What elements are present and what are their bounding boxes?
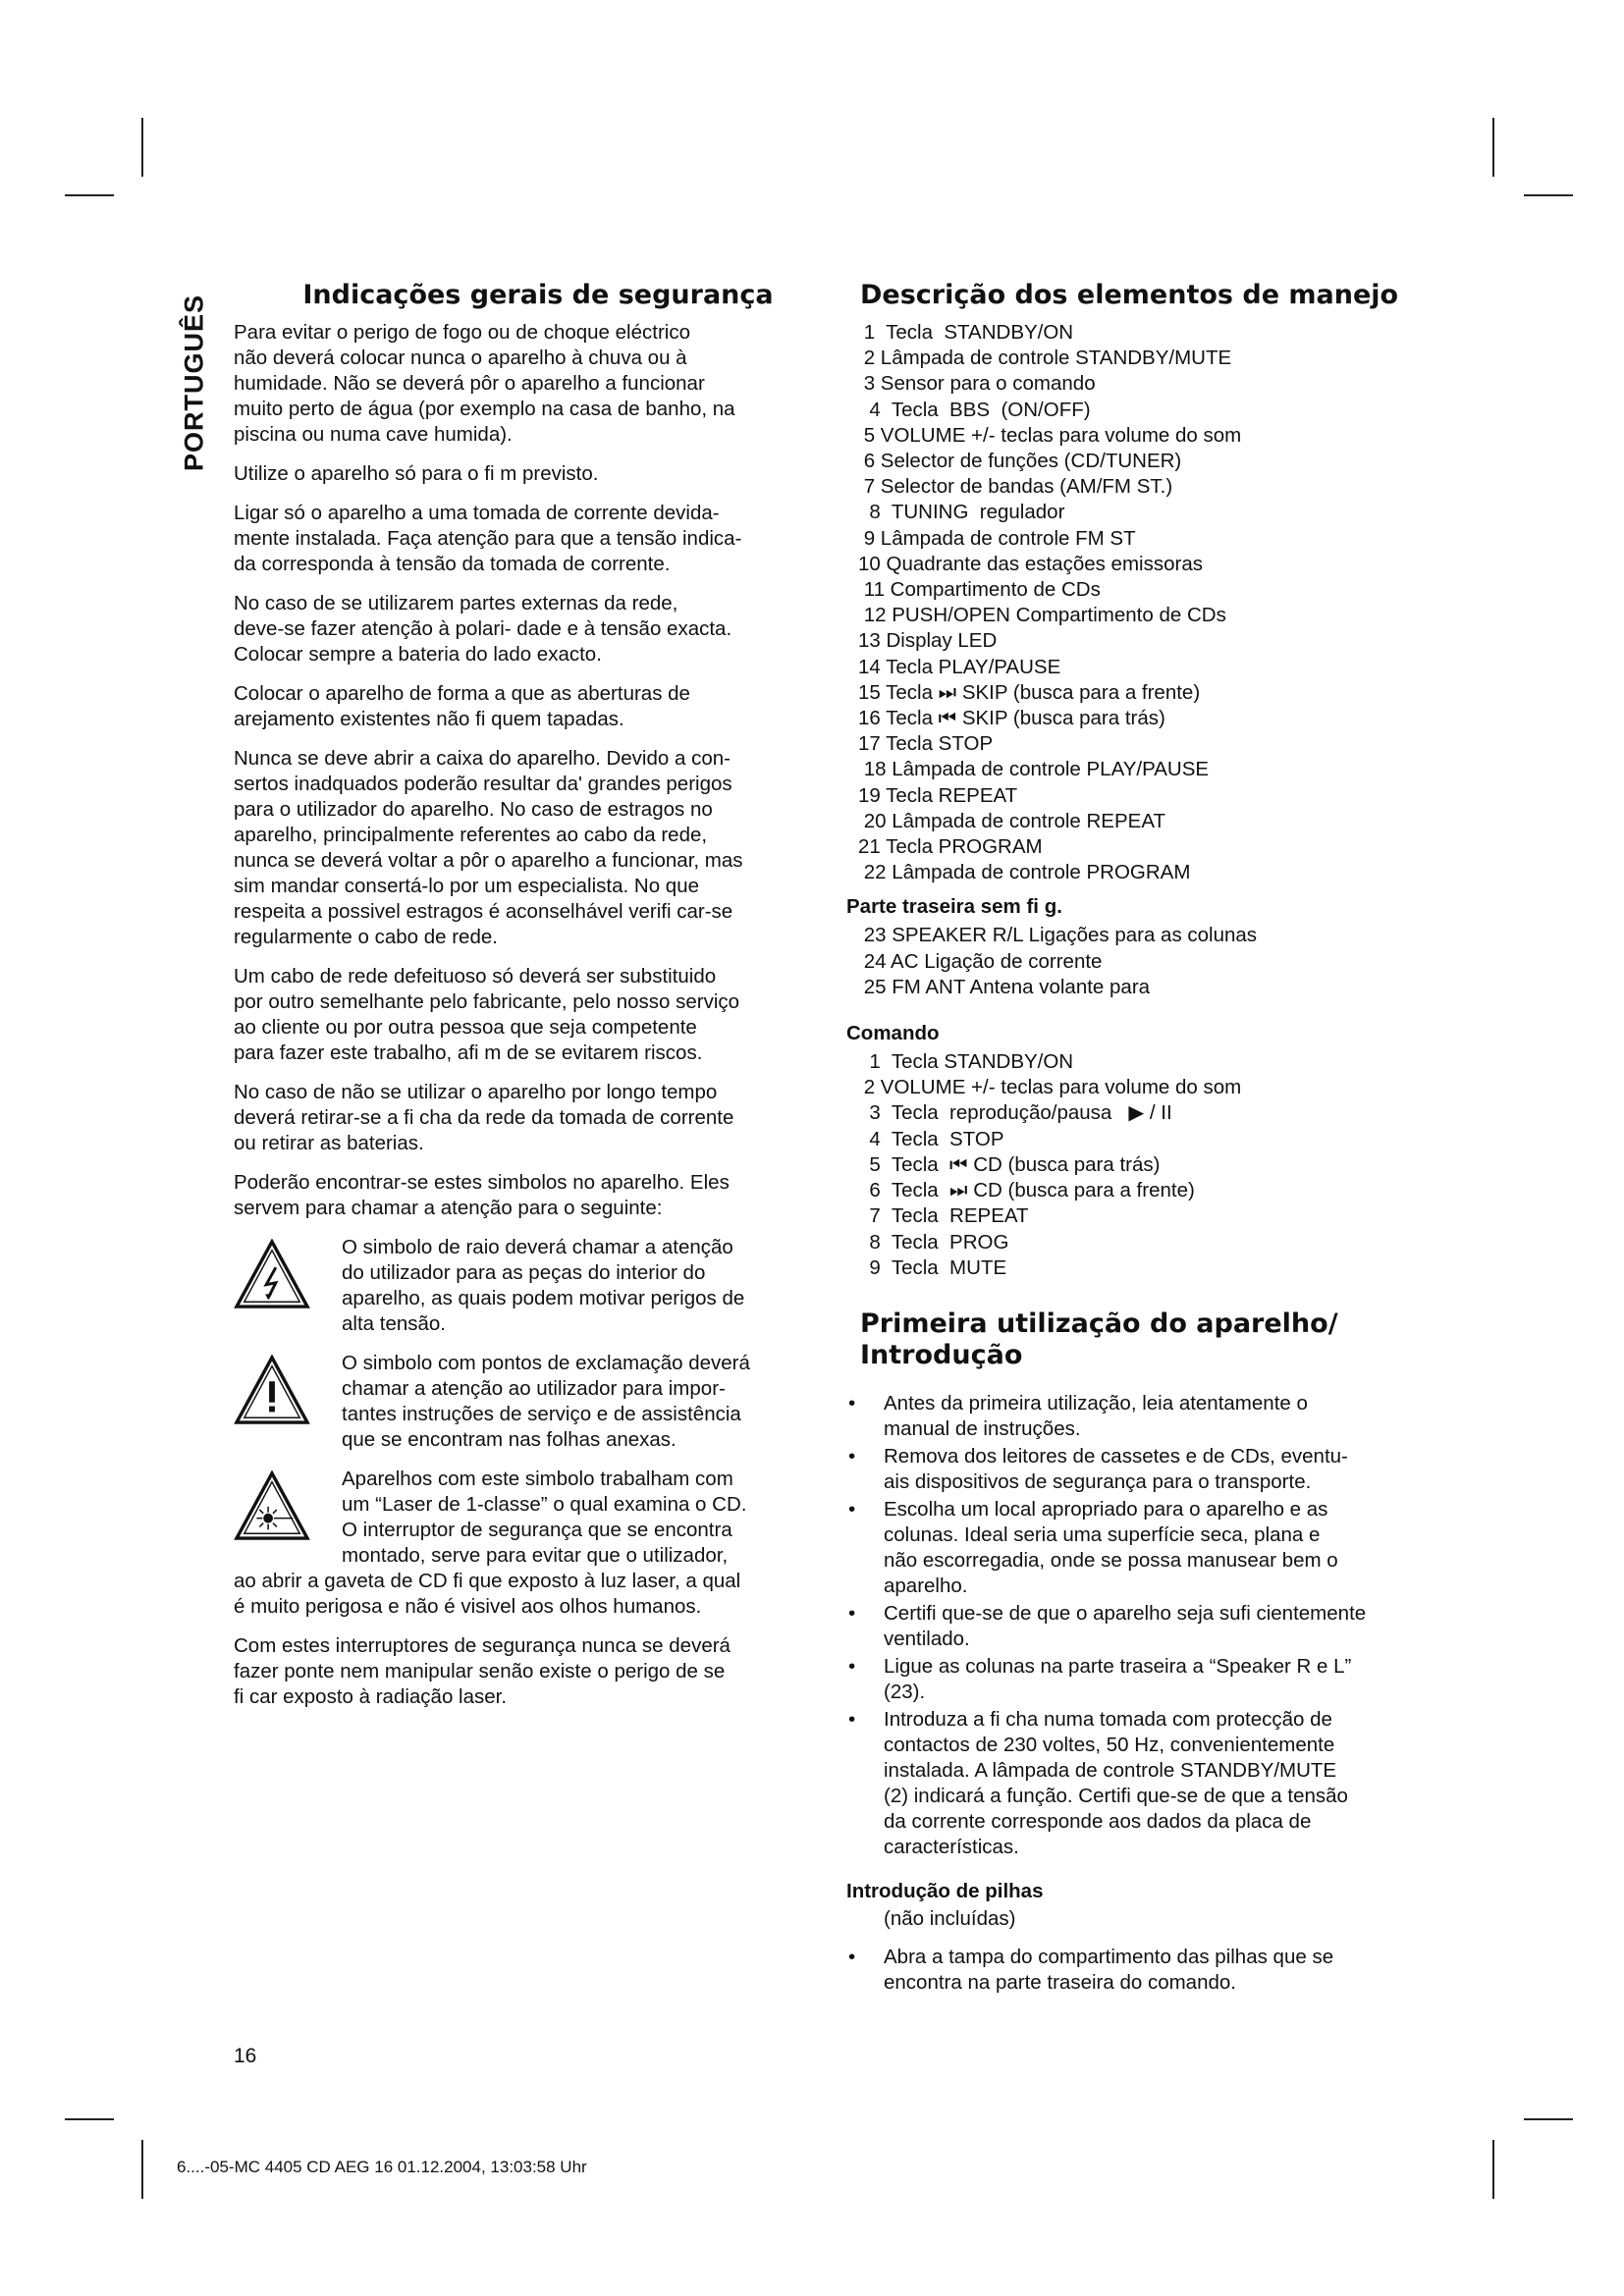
crop-mark — [141, 118, 143, 177]
list-item: 5 VOLUME +/- teclas para volume do som — [858, 423, 1242, 447]
safety-final-paragraph: Com estes interruptores de segurança nunca se deverá fazer ponte nem manipular senão existe o perigo de se fi car exposto à radiação laser. — [234, 1634, 731, 1708]
remote-list — [846, 1049, 1445, 1281]
list-item: 3 Sensor para o comando — [858, 372, 1096, 396]
safety-paragraph: Nunca se deve abrir a caixa do aparelho. Devido a con- sertos inadquados poderão resultar da' grandes perigos para o utilizador do aparelho. No caso de estragos no aparelho, principalmente referentes ao cabo da rede, nunca se deverá voltar a pôr o aparelho a funcionar, mas sim mandar consertá-lo por um especialista. No que respeita a possivel estragos é aconselhável verifi car-se regularmente o cabo de rede. — [234, 747, 743, 948]
list-item: • Antes da primeira utilização, leia atentamente o manual de instruções. — [846, 1391, 1445, 1442]
list-item: 25 FM ANT Antena volante para — [858, 975, 1151, 998]
batteries-note: (não incluídas) — [884, 1906, 1016, 1930]
intro-title: Primeira utilização do aparelho/ Introdução — [860, 1308, 1338, 1370]
exclamation-warning-icon — [234, 1355, 310, 1425]
safety-paragraph: Utilize o aparelho só para o fi m previsto. — [234, 462, 599, 485]
safety-paragraph: No caso de não se utilizar o aparelho por longo tempo deverá retirar-se a fi cha da rede da tomada de corrente ou retirar as baterias. — [234, 1081, 734, 1154]
page-number: 16 — [234, 2045, 257, 2067]
crop-mark — [141, 2140, 143, 2199]
list-item: 14 Tecla PLAY/PAUSE — [858, 655, 1061, 678]
list-item: • Escolha um local apropriado para o aparelho e as colunas. Ideal seria uma superfície seca, plana e não escorregadia, onde se possa manusear bem o aparelho. — [846, 1497, 1445, 1599]
list-item: 2 VOLUME +/- teclas para volume do som — [858, 1076, 1242, 1099]
laser-warning-icon — [234, 1470, 310, 1541]
crop-mark — [1492, 118, 1494, 177]
list-item: 4 Tecla BBS (ON/OFF) — [858, 398, 1091, 421]
list-item: 24 AC Ligação de corrente — [858, 949, 1103, 973]
list-item: • Introduza a fi cha numa tomada com protecção de contactos de 230 voltes, 50 Hz, convenientemente instalada. A lâmpada de controle STANDBY/MUTE (2) indicará a função. Certifi que-se de que a tensão da corrente corresponde aos dados da placa de características. — [846, 1707, 1445, 1860]
safety-title: Indicações gerais de segurança — [302, 280, 774, 310]
list-item: 18 Lâmpada de controle PLAY/PAUSE — [858, 758, 1210, 781]
crop-mark — [1492, 2140, 1494, 2199]
list-item: • Ligue as colunas na parte traseira a “Speaker R e L” (23). — [846, 1654, 1445, 1705]
list-item: 4 Tecla STOP — [858, 1127, 1004, 1150]
list-item: 2 Lâmpada de controle STANDBY/MUTE — [858, 347, 1232, 370]
laser-symbol-block — [234, 1467, 823, 1620]
list-item: • Abra a tampa do compartimento das pilhas que se encontra na parte traseira do comando. — [846, 1945, 1445, 1996]
batteries-heading: Introdução de pilhas — [846, 1879, 1044, 1902]
list-item: 17 Tecla STOP — [858, 732, 994, 756]
safety-paragraph: Para evitar o perigo de fogo ou de choque eléctrico não deverá colocar nunca o aparelho à chuva ou à humidade. Não se deverá pôr o aparelho a funcionar muito perto de água (por exemplo na casa de banho, na piscina ou numa cave humida). — [234, 321, 735, 446]
print-footer: 6....-05-MC 4405 CD AEG 16 01.12.2004, 13:03:58 Uhr — [177, 2158, 587, 2176]
list-item: 8 TUNING regulador — [858, 501, 1065, 524]
list-item: 6 Selector de funções (CD/TUNER) — [858, 450, 1182, 473]
list-item: 11 Compartimento de CDs — [858, 578, 1101, 602]
list-item: 16 Tecla ⏮ SKIP (busca para trás) — [858, 707, 1165, 730]
list-item: 9 Tecla MUTE — [858, 1255, 1007, 1279]
list-item: 20 Lâmpada de controle REPEAT — [858, 809, 1165, 832]
rear-panel-list — [846, 923, 1445, 1000]
safety-paragraph: Um cabo de rede defeituoso só deverá ser substituido por outro semelhante pelo fabricante, pelo nosso serviço ao cliente ou por outra pessoa que seja competente para fazer este trabalho, afi m de se evitarem riscos. — [234, 965, 740, 1064]
list-item: 15 Tecla ⏭ SKIP (busca para a frente) — [858, 680, 1201, 704]
crop-mark — [65, 2118, 114, 2120]
list-item: 6 Tecla ⏭ CD (busca para a frente) — [858, 1179, 1195, 1202]
laser-symbol-text: Aparelhos com este simbolo trabalham com um “Laser de 1-classe” o qual examina o CD. O interruptor de segurança que se encontra montado, serve para evitar que o utilizador, — [342, 1468, 747, 1567]
crop-mark — [1524, 194, 1573, 196]
exclamation-symbol-block — [234, 1351, 823, 1453]
crop-mark — [1524, 2118, 1573, 2120]
lightning-warning-icon — [234, 1239, 310, 1309]
list-item: 1 Tecla STANDBY/ON — [858, 321, 1074, 344]
rear-panel-heading: Parte traseira sem fi g. — [846, 895, 1062, 919]
batteries-list — [846, 1945, 1445, 1996]
list-item: 5 Tecla ⏮ CD (busca para trás) — [858, 1152, 1161, 1176]
exclamation-symbol-text: O simbolo com pontos de exclamação deverá chamar a atenção ao utilizador para impor- tantes instruções de serviço e de assistência que se encontram nas folhas anexas. — [342, 1352, 750, 1451]
laser-symbol-text-continued: ao abrir a gaveta de CD fi que exposto à luz laser, a qual é muito perigosa e não é visivel aos olhos humanos. — [234, 1570, 741, 1618]
list-item: 3 Tecla reprodução/pausa ▶ / II — [858, 1101, 1172, 1125]
intro-list — [846, 1391, 1445, 1860]
list-item: • Remova dos leitores de cassetes e de CDs, eventu- ais dispositivos de segurança para o transporte. — [846, 1444, 1445, 1495]
controls-list — [846, 320, 1445, 885]
list-item: 7 Selector de bandas (AM/FM ST.) — [858, 475, 1173, 499]
lightning-symbol-text: O simbolo de raio deverá chamar a atenção do utilizador para as peças do interior do aparelho, as quais podem motivar perigos de alta tensão. — [342, 1236, 745, 1335]
language-label: PORTUGUÊS — [179, 294, 209, 472]
safety-paragraph: Poderão encontrar-se estes simbolos no aparelho. Eles servem para chamar a atenção para o seguinte: — [234, 1171, 730, 1219]
remote-heading: Comando — [846, 1022, 940, 1045]
list-item: • Certifi que-se de que o aparelho seja sufi cientemente ventilado. — [846, 1601, 1445, 1652]
safety-column — [234, 280, 823, 1724]
safety-paragraph: No caso de se utilizarem partes externas da rede, deve-se fazer atenção à polari- dade e à tensão exacta. Colocar sempre a bateria do lado exacto. — [234, 592, 732, 666]
list-item: 7 Tecla REPEAT — [858, 1204, 1029, 1228]
list-item: 19 Tecla REPEAT — [858, 783, 1018, 807]
list-item: 10 Quadrante das estações emissoras — [858, 552, 1203, 575]
lightning-symbol-block — [234, 1235, 823, 1337]
list-item: 21 Tecla PROGRAM — [858, 835, 1043, 859]
safety-paragraph: Ligar só o aparelho a uma tomada de corrente devida- mente instalada. Faça atenção para que a tensão indica- da corresponda à tensão da tomada de corrente. — [234, 502, 742, 575]
safety-paragraph: Colocar o aparelho de forma a que as aberturas de arejamento existentes não fi quem tapadas. — [234, 682, 690, 730]
crop-mark — [65, 194, 114, 196]
list-item: 1 Tecla STANDBY/ON — [858, 1050, 1074, 1074]
controls-column — [846, 280, 1445, 2015]
list-item: 9 Lâmpada de controle FM ST — [858, 526, 1136, 550]
list-item: 12 PUSH/OPEN Compartimento de CDs — [858, 604, 1226, 627]
list-item: 8 Tecla PROG — [858, 1230, 1009, 1254]
list-item: 13 Display LED — [858, 629, 998, 653]
controls-title: Descrição dos elementos de manejo — [860, 280, 1399, 310]
list-item: 23 SPEAKER R/L Ligações para as colunas — [858, 924, 1258, 947]
list-item: 22 Lâmpada de controle PROGRAM — [858, 861, 1191, 884]
language-tab — [175, 275, 214, 491]
